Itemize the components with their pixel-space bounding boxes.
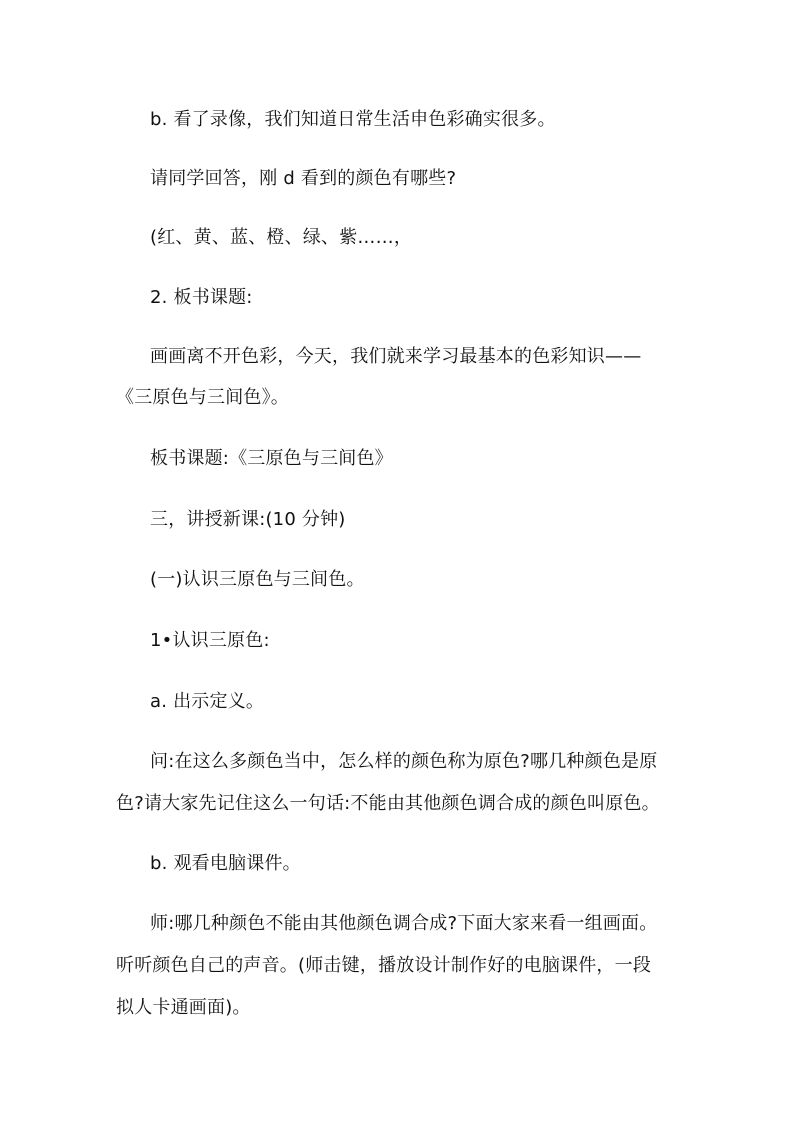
text-line-color-list: (红、黄、蓝、橙、绿、紫……，: [150, 227, 413, 248]
text-line-section-one: (一)认识三原色与三间色。: [150, 569, 365, 590]
text-line-primary-definition: 色?请大家先记住这么一句话:不能由其他颜色调合成的颜色叫原色。: [116, 793, 660, 814]
text-line-video-intro: b. 看了录像，我们知道日常生活申色彩确实很多。: [150, 109, 556, 130]
text-line-watch-courseware: b. 观看电脑课件。: [150, 853, 301, 874]
text-line-lesson-title: 《三原色与三间色》。: [116, 387, 289, 408]
text-line-painting-intro: 画画离不开色彩，今天，我们就来学习最基本的色彩知识——: [150, 346, 642, 367]
text-line-listen-colors: 听听颜色自己的声音。(师击键，播放设计制作好的电脑课件，一段: [116, 955, 652, 976]
text-line-question-colors: 请同学回答，刚 d 看到的颜色有哪些?: [150, 168, 457, 189]
text-line-new-lesson-heading: 三，讲授新课:(10 分钟): [150, 509, 346, 530]
text-line-show-definition: a. 出示定义。: [150, 691, 265, 712]
text-line-cartoon-scene: 拟人卡通画面)。: [116, 997, 251, 1018]
text-line-primary-colors-heading: 1•认识三原色:: [150, 630, 270, 651]
text-line-teacher-question: 师:哪几种颜色不能由其他颜色调合成?下面大家来看一组画面。: [150, 913, 658, 934]
text-line-question-primary: 问:在这么多颜色当中，怎么样的颜色称为原色?哪几种颜色是原: [150, 751, 658, 772]
text-line-board-title: 板书课题:《三原色与三间色》: [150, 448, 393, 469]
text-line-board-title-heading: 2. 板书课题:: [150, 287, 253, 308]
